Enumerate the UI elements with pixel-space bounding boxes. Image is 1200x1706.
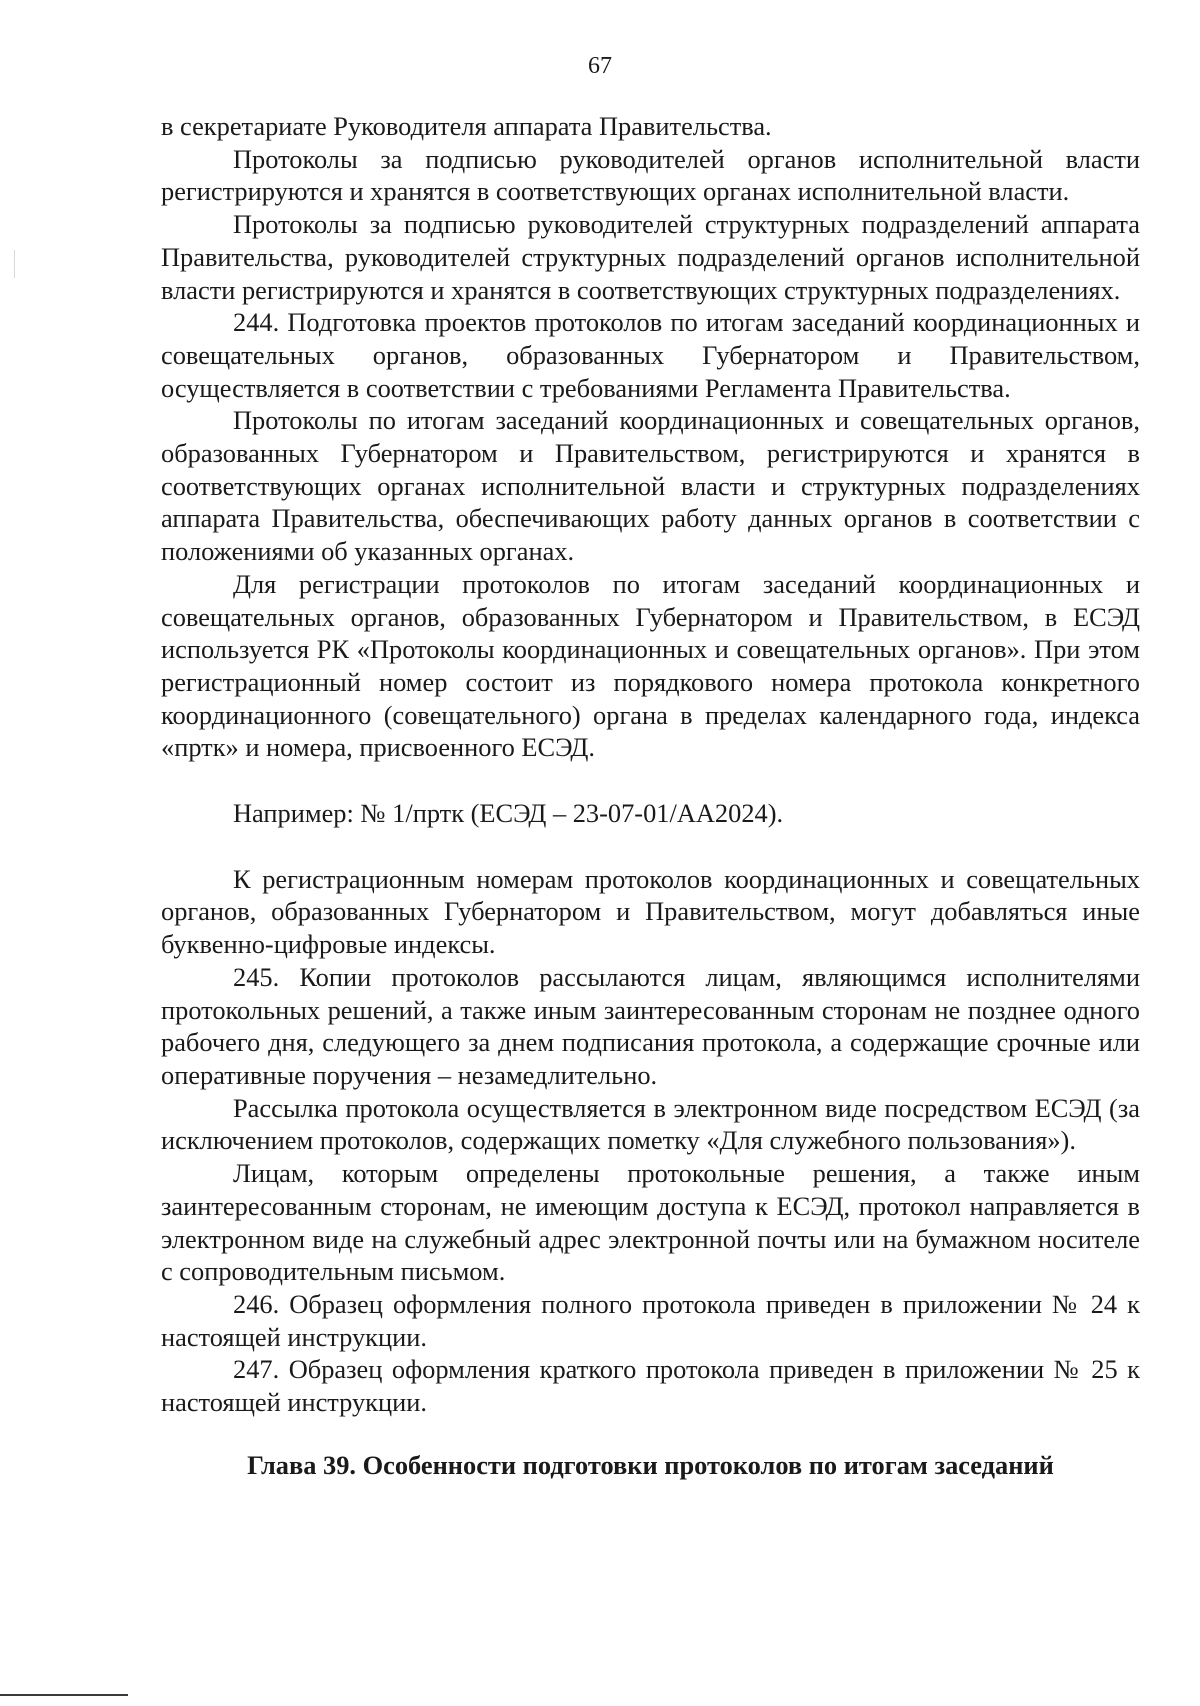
paragraph: 247. Образец оформления краткого протокола приведен в приложении № 25 к настоящей инструкции.	[161, 1354, 1140, 1418]
paragraph: 244. Подготовка проектов протоколов по итогам заседаний координационных и совещательных органов, образованных Губернатором и Правительством, осуществляется в соответствии с требованиями Регламента Правительства.	[161, 307, 1140, 403]
paragraph: Протоколы за подписью руководителей структурных подразделений аппарата Правительства, руководителей структурных подразделений органов исполнительной власти регистрируются и хранятся в соответствующих структурных подразделениях.	[161, 209, 1140, 305]
document-body	[161, 110, 1140, 1481]
scan-artifact	[14, 250, 15, 278]
paragraph: 245. Копии протоколов рассылаются лицам, являющимся исполнителями протокольных решений, а также иным заинтересованным сторонам не позднее одного рабочего дня, следующего за днем подписания протокола, а содержащие срочные или оперативные поручения – незамедлительно.	[161, 961, 1140, 1090]
paragraph: Лицам, которым определены протокольные решения, а также иным заинтересованным сторонам, не имеющим доступа к ЕСЭД, протокол направляется в электронном виде на служебный адрес электронной почты или на бумажном носителе с сопроводительным письмом.	[161, 1158, 1140, 1287]
scan-edge-line	[0, 1694, 128, 1696]
paragraph: К регистрационным номерам протоколов координационных и совещательных органов, образованных Губернатором и Правительством, могут добавляться иные буквенно-цифровые индексы.	[161, 863, 1140, 960]
paragraph: Рассылка протокола осуществляется в электронном виде посредством ЕСЭД (за исключением протоколов, содержащих пометку «Для служебного пользования»).	[161, 1092, 1140, 1156]
paragraph: Протоколы по итогам заседаний координационных и совещательных органов, образованных Губернатором и Правительством, регистрируются и хранятся в соответствующих органах исполнительной власти и структурных подразделениях аппарата Правительства, обеспечивающих работу данных органов в соответствии с положениями об указанных органах.	[161, 405, 1140, 567]
paragraph: Для регистрации протоколов по итогам заседаний координационных и совещательных органов, образованных Губернатором и Правительством, в ЕСЭД используется РК «Протоколы координационных и совещательных органов». При этом регистрационный номер состоит из порядкового номера протокола конкретного координационного (совещательного) органа в пределах календарного года, индекса «пртк» и номера, присвоенного ЕСЭД.	[161, 568, 1140, 763]
chapter-heading: Глава 39. Особенности подготовки протоколов по итогам заседаний	[247, 1449, 1054, 1480]
paragraph: в секретариате Руководителя аппарата Правительства.	[161, 111, 772, 141]
paragraph: Протоколы за подписью руководителей органов исполнительной власти регистрируются и хранятся в соответствующих органах исполнительной власти.	[161, 143, 1140, 207]
example-line: Например: № 1/пртк (ЕСЭД – 23-07-01/АА2024).	[233, 798, 784, 829]
paragraph: 246. Образец оформления полного протокола приведен в приложении № 24 к настоящей инструкции.	[161, 1288, 1140, 1352]
page-number: 67	[588, 53, 612, 79]
